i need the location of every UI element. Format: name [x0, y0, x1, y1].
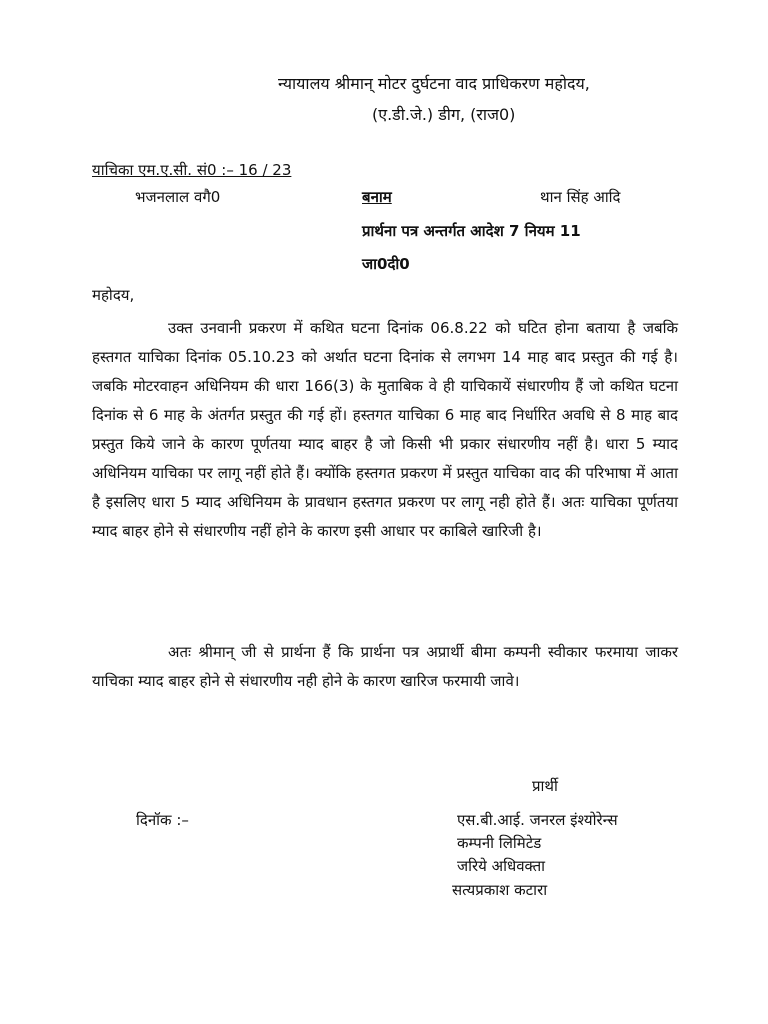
body-paragraph-1: उक्त उनवानी प्रकरण में कथित घटना दिनांक 06.8.22 को घटित होना बताया है जबकि हस्तगत याचिका दिनांक 05.10.23 को अर्थात घटना दिनांक से लगभग 14 माह बाद प्रस्तुत की गई है। जबकि मोटरवाहन अधिनियम की धारा 166(3) के मुताबिक वे ही याचिकायें संधारणीय हैं जो कथित घटना दिनांक से 6 माह के अंतर्गत प्रस्तुत की गई हों। हस्तगत याचिका 6 माह बाद निर्धारित अवधि से 8 माह बाद प्रस्तुत किये जाने के कारण पूर्णतया म्याद बाहर है जो किसी भी प्रकार संधारणीय नहीं है। धारा 5 म्याद अधिनियम याचिका पर लागू नहीं होते हैं। क्योंकि हस्तगत प्रकरण में प्रस्तुत याचिका वाद की परिभाषा में आता है इसलिए धारा 5 म्याद अधिनियम के प्रावधान हस्तगत प्रकरण पर लागू नही होते हैं। अतः याचिका पूर्णतया म्याद बाहर होने से संधारणीय नहीं होने के कारण इसी आधार पर काबिले खारिजी है।: [92, 319, 678, 540]
body-paragraph-2: अतः श्रीमान् जी से प्रार्थना हैं कि प्रार्थना पत्र अप्रार्थी बीमा कम्पनी स्वीकार फरमाया जाकर याचिका म्याद बाहर होने से संधारणीय नही होने के कारण खारिज फरमायी जावे।: [92, 643, 678, 690]
court-heading-line1: न्यायालय श्रीमान् मोटर दुर्घटना वाद प्राधिकरण महोदय,: [278, 74, 590, 93]
subject-line1: प्रार्थना पत्र अन्तर्गत आदेश 7 नियम 11: [362, 222, 581, 240]
signatory-line-1: एस.बी.आई. जनरल इंश्योरेन्स: [457, 811, 618, 829]
petitioner-name: भजनलाल वगै0: [135, 188, 221, 206]
versus-label: बनाम: [362, 188, 392, 206]
signatory-line-4: सत्यप्रकाश कटारा: [452, 881, 548, 899]
subject-line2: जा0दी0: [362, 255, 410, 273]
signatory-line-2: कम्पनी लिमिटेड: [457, 834, 542, 852]
date-label: दिनॉक :–: [136, 811, 189, 829]
case-number: याचिका एम.ए.सी. सं0 :– 16 / 23: [92, 161, 292, 179]
signatory-line-3: जरिये अधिवक्ता: [457, 857, 546, 875]
respondent-name: थान सिंह आदि: [540, 188, 621, 206]
applicant-label: प्रार्थी: [532, 777, 558, 795]
salutation: महोदय,: [92, 286, 135, 304]
court-heading-line2: (ए.डी.जे.) डीग, (राज0): [372, 105, 516, 124]
